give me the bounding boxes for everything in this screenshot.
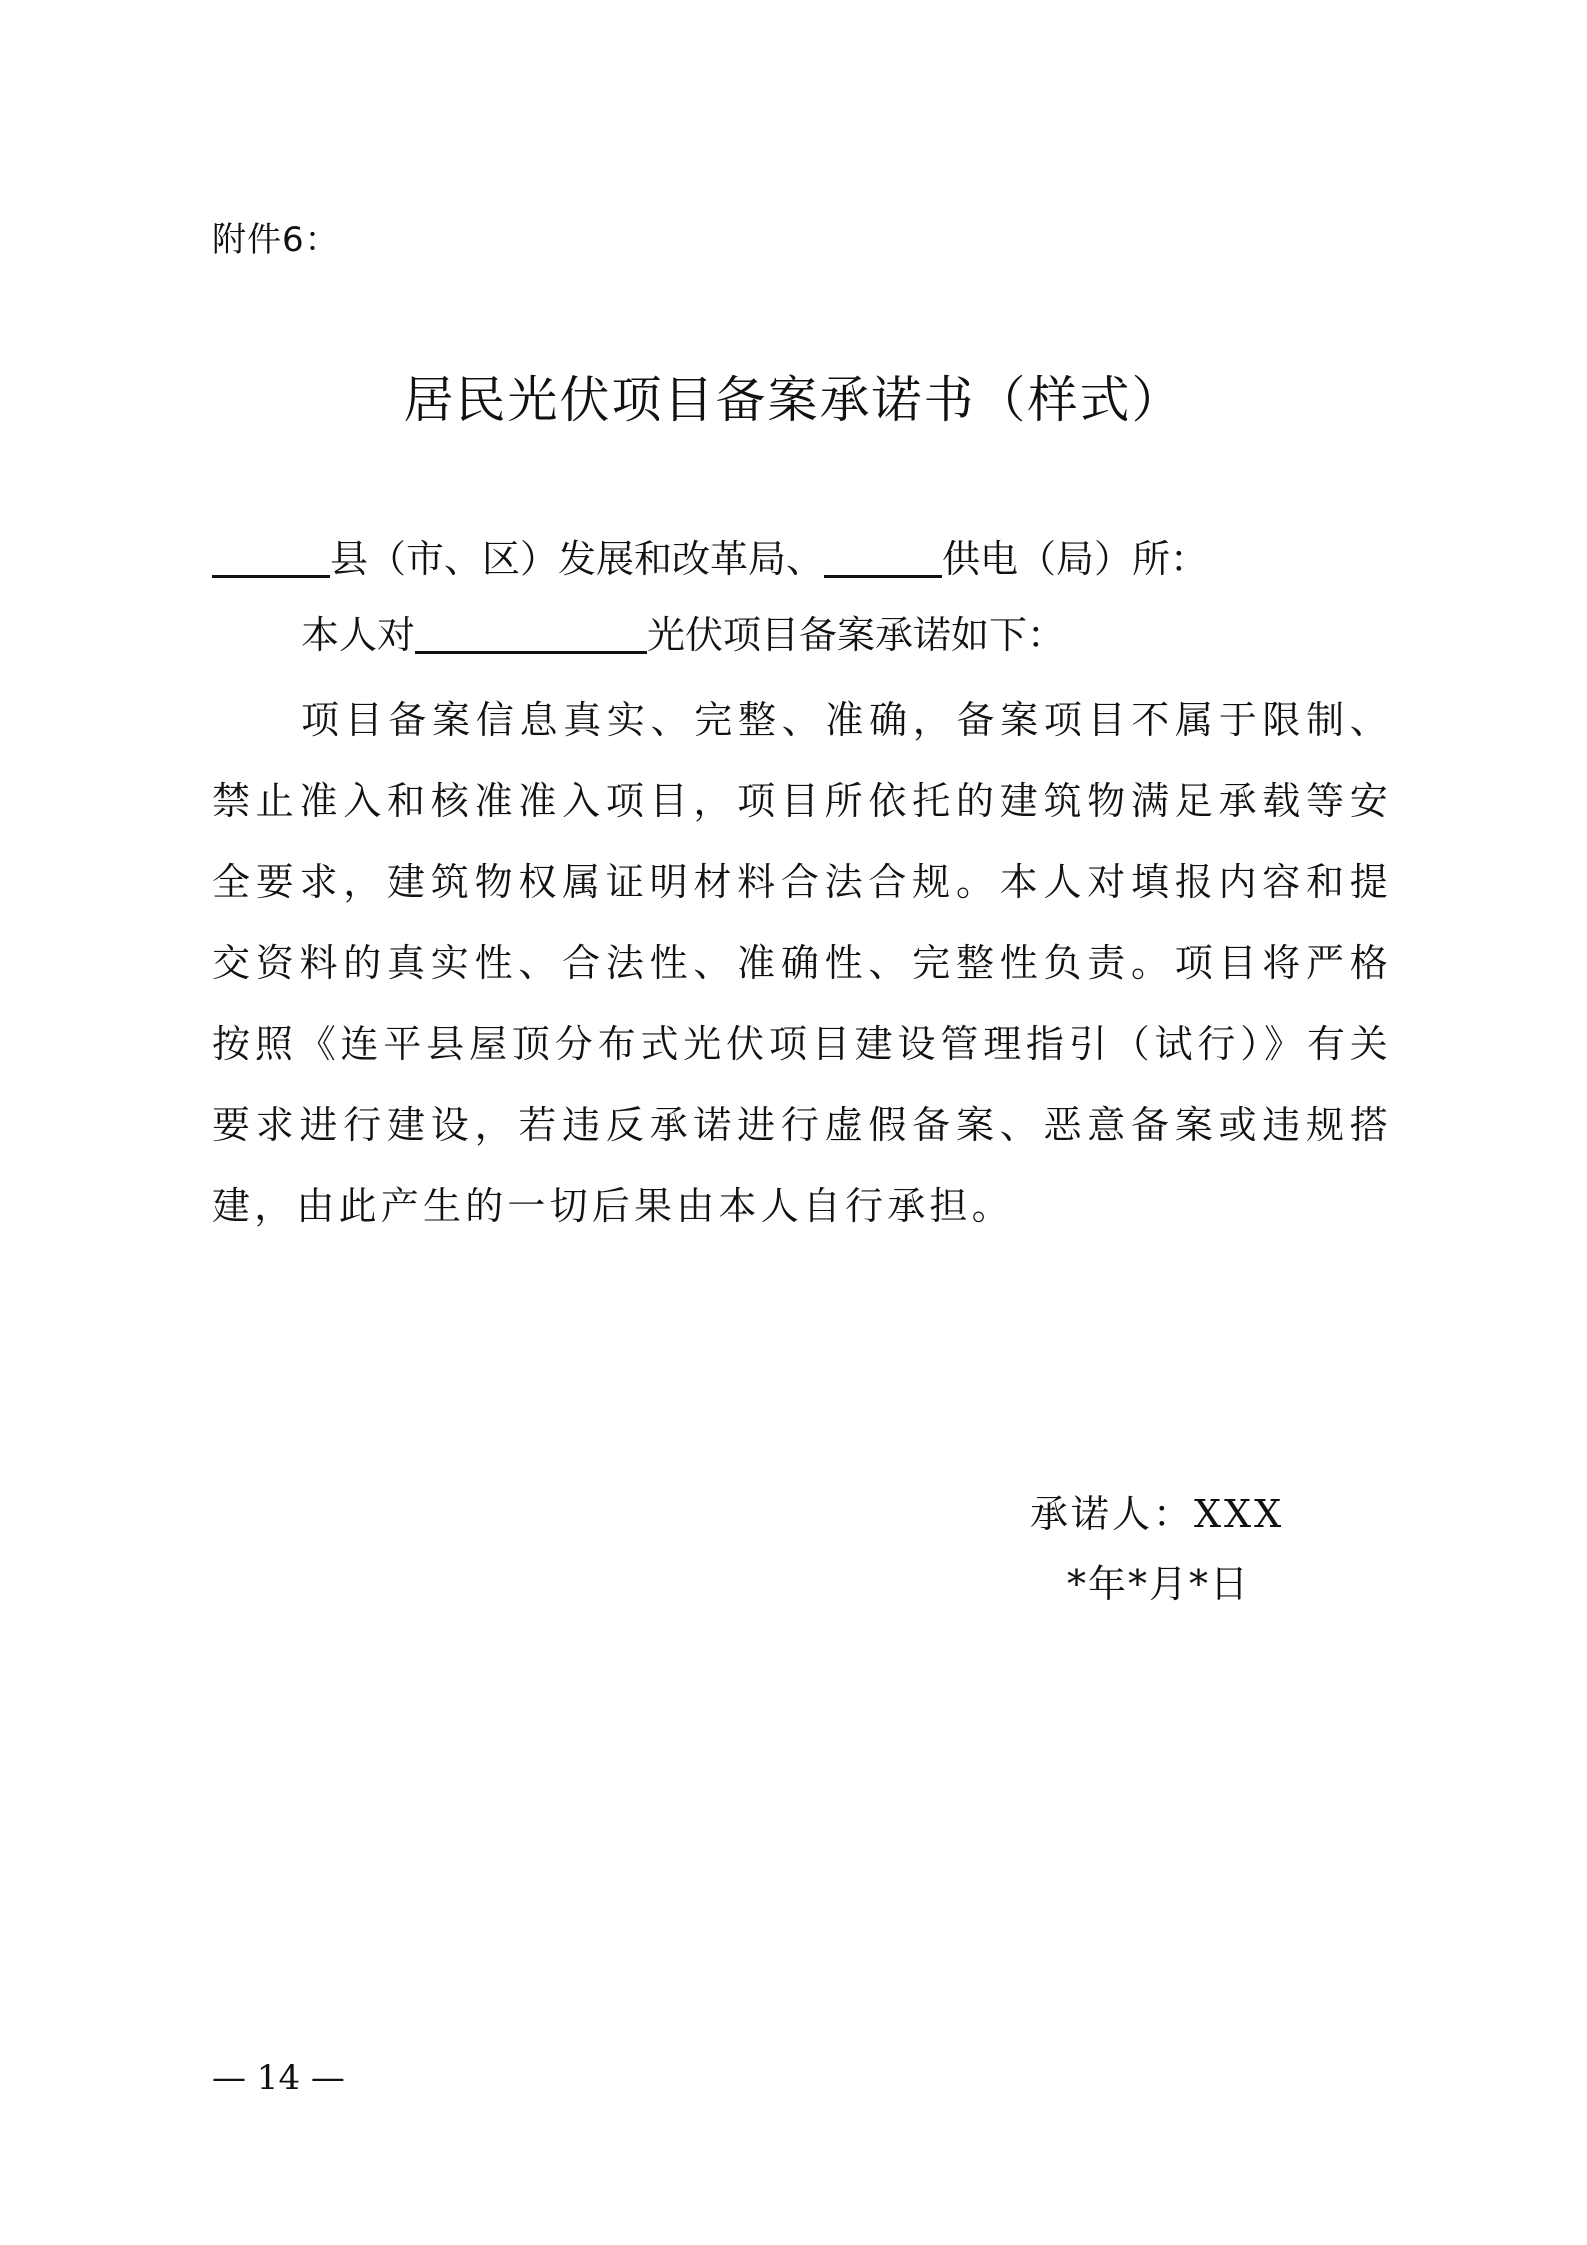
county-blank[interactable]	[212, 537, 330, 578]
project-name-blank[interactable]	[415, 613, 647, 654]
signer-label: 承诺人：XXX	[1030, 1492, 1285, 1536]
addressee-part-1: 县（市、区）发展和改革局、	[330, 537, 825, 581]
page-number: — 14 —	[212, 2058, 345, 2098]
addressee-line	[212, 528, 1208, 583]
signature-date: *年*月*日	[1067, 1562, 1251, 1606]
attachment-label: 附件6：	[212, 220, 340, 260]
commitment-intro-line	[301, 604, 1065, 659]
document-title: 居民光伏项目备案承诺书（样式）	[403, 371, 1184, 429]
commitment-body: 项目备案信息真实、完整、准确，备案项目不属于限制、禁止准入和核准准入项目，项目所依托的建筑物满足承载等安全要求，建筑物权属证明材料合法合规。本人对填报内容和提交资料的真实性、合法性、准确性、完整性负责。项目将严格按照《连平县屋顶分布式光伏项目建设管理指引（试行）》有关要求进行建设，若违反承诺进行虚假备案、恶意备案或违规搭建，由此产生的一切后果由本人自行承担。	[212, 698, 1392, 1228]
commitment-intro-prefix: 本人对	[301, 613, 416, 657]
addressee-part-2: 供电（局）所：	[942, 537, 1209, 581]
power-supply-blank[interactable]	[824, 537, 942, 578]
commitment-intro-suffix: 光伏项目备案承诺如下：	[647, 613, 1066, 657]
